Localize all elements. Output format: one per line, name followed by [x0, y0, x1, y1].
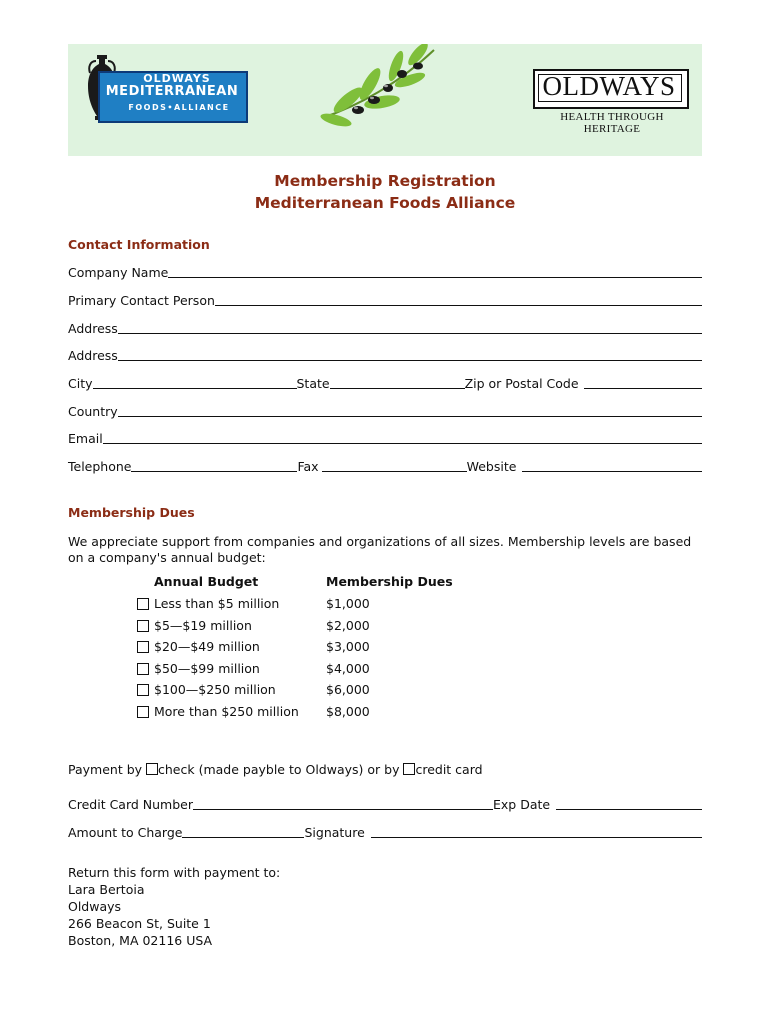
exp-date-input[interactable] [556, 809, 702, 810]
zip-label: Zip or Postal Code [464, 376, 579, 391]
signature-input[interactable] [371, 837, 702, 838]
dues-row [137, 618, 437, 634]
email-input[interactable] [103, 443, 702, 444]
dues-checkbox[interactable] [137, 663, 149, 675]
website-input[interactable] [522, 471, 702, 472]
mfa-logo [86, 53, 244, 125]
city-state-zip-row [68, 375, 702, 391]
address-label-1: Address [68, 321, 118, 336]
amount-input[interactable] [182, 837, 304, 838]
dues-heading: Membership Dues [68, 505, 195, 520]
state-label: State [296, 376, 330, 391]
payment-prefix: Payment by [68, 762, 147, 777]
dues-row [137, 704, 437, 720]
olive-branch-icon [318, 44, 438, 128]
dues-checkbox[interactable] [137, 641, 149, 653]
amount-label: Amount to Charge [68, 825, 183, 840]
signature-label: Signature [304, 825, 365, 840]
dues-range: $100—$250 million [154, 682, 276, 697]
zip-input[interactable] [584, 388, 702, 389]
address-field-2[interactable] [68, 347, 702, 363]
exp-date-label: Exp Date [493, 797, 551, 812]
country-label: Country [68, 404, 118, 419]
primary-contact-input[interactable] [215, 305, 702, 306]
amount-signature-row [68, 824, 702, 840]
address-field-1[interactable] [68, 320, 702, 336]
payment-method-row [68, 762, 483, 777]
dues-amount: $8,000 [326, 704, 370, 719]
dues-amount: $4,000 [326, 661, 370, 676]
return-org: Oldways [68, 899, 122, 914]
dues-amount: $3,000 [326, 639, 370, 654]
oldways-tagline: HEALTH THROUGH HERITAGE [560, 111, 664, 135]
dues-row [137, 661, 437, 677]
credit-card-checkbox[interactable] [403, 763, 415, 775]
fax-input[interactable] [322, 471, 467, 472]
return-instructions: Return this form with payment to: [68, 865, 281, 880]
return-city: Boston, MA 02116 USA [68, 933, 213, 948]
dues-intro: We appreciate support from companies and organizations of all sizes. Membership levels are based on a company's annual budget: [68, 534, 692, 565]
country-input[interactable] [118, 416, 702, 417]
return-address [68, 864, 280, 949]
dues-range: $5—$19 million [154, 618, 252, 633]
form-title: Membership Registration [274, 172, 496, 190]
city-label: City [68, 376, 93, 391]
card-number-label: Credit Card Number [68, 797, 193, 812]
website-label: Website [466, 459, 517, 474]
dues-checkbox[interactable] [137, 684, 149, 696]
dues-amount: $1,000 [326, 596, 370, 611]
dues-range: Less than $5 million [154, 596, 280, 611]
phone-fax-web-row [68, 458, 702, 474]
dues-range: More than $250 million [154, 704, 299, 719]
check-label: check (made payble to Oldways) or by [158, 762, 404, 777]
address-input-2[interactable] [118, 360, 702, 361]
oldways-logo-text: OLDWAYS [542, 71, 676, 101]
city-input[interactable] [93, 388, 297, 389]
return-street: 266 Beacon St, Suite 1 [68, 916, 211, 931]
annual-budget-header: Annual Budget [154, 574, 259, 589]
mfa-logo-line3: FOODS•ALLIANCE [128, 103, 230, 112]
mfa-logo-line2: MEDITERRANEAN [105, 84, 239, 99]
contact-heading: Contact Information [68, 237, 210, 252]
email-field[interactable] [68, 430, 702, 446]
oldways-logo [533, 69, 691, 135]
card-number-row [68, 796, 702, 812]
company-name-label: Company Name [68, 265, 169, 280]
address-label-2: Address [68, 348, 118, 363]
dues-checkbox[interactable] [137, 706, 149, 718]
card-number-input[interactable] [193, 809, 493, 810]
return-name: Lara Bertoia [68, 882, 145, 897]
address-input-1[interactable] [118, 333, 702, 334]
membership-dues-header: Membership Dues [326, 574, 453, 589]
form-subtitle: Mediterranean Foods Alliance [254, 194, 516, 212]
dues-amount: $2,000 [326, 618, 370, 633]
dues-range: $50—$99 million [154, 661, 260, 676]
primary-contact-field[interactable] [68, 292, 702, 308]
dues-range: $20—$49 million [154, 639, 260, 654]
telephone-input[interactable] [131, 471, 297, 472]
fax-label: Fax [297, 459, 319, 474]
email-label: Email [68, 431, 103, 446]
dues-checkbox[interactable] [137, 598, 149, 610]
telephone-label: Telephone [68, 459, 132, 474]
company-name-field[interactable] [68, 264, 702, 280]
country-field[interactable] [68, 403, 702, 419]
mfa-logo-line1: OLDWAYS [143, 72, 211, 85]
dues-checkbox[interactable] [137, 620, 149, 632]
dues-amount: $6,000 [326, 682, 370, 697]
dues-row [137, 596, 437, 612]
dues-row [137, 682, 437, 698]
credit-card-label: credit card [415, 762, 483, 777]
check-checkbox[interactable] [146, 763, 158, 775]
dues-row [137, 639, 437, 655]
company-name-input[interactable] [168, 277, 702, 278]
primary-contact-label: Primary Contact Person [68, 293, 215, 308]
state-input[interactable] [330, 388, 465, 389]
